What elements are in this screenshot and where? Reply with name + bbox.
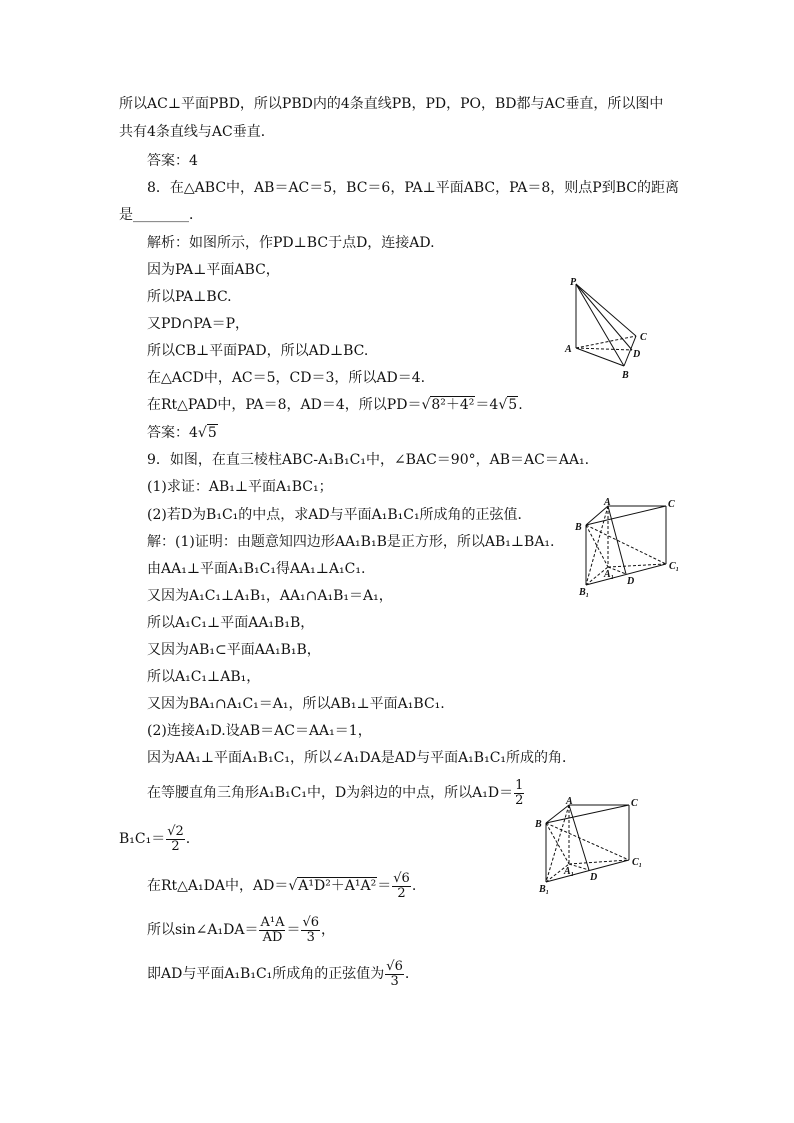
label-a: A bbox=[604, 497, 611, 508]
label-p: P bbox=[570, 277, 577, 288]
text-line: 由AA₁⊥平面A₁B₁C₁得AA₁⊥A₁C₁. bbox=[147, 561, 366, 577]
text-line: 在Rt△PAD中，PA＝8，AD＝4，所以PD＝√8²＋4²＝4√5. bbox=[147, 397, 523, 413]
fraction: $\frac{√6}{3}$ bbox=[386, 958, 403, 989]
text-line: 又因为BA₁∩A₁C₁＝A₁，所以AB₁⊥平面A₁BC₁. bbox=[147, 696, 445, 712]
text-line: 在△ACD中，AC＝5，CD＝3，所以AD＝4. bbox=[147, 370, 426, 386]
text-line: (2)若D为B₁C₁的中点，求AD与平面A₁B₁C₁所成角的正弦值． bbox=[147, 507, 532, 523]
text-line: B₁C₁＝ $\frac{√2}{2}$ . bbox=[119, 823, 191, 854]
fraction: $\frac{√6}{3}$ bbox=[302, 914, 320, 945]
label-c: C bbox=[640, 332, 647, 343]
label-c: C bbox=[668, 499, 675, 510]
label-b: B bbox=[622, 370, 629, 381]
text-line: 是________． bbox=[119, 207, 203, 223]
text-line: 所以CB⊥平面PAD，所以AD⊥BC. bbox=[147, 343, 369, 359]
label-d: D bbox=[627, 576, 635, 587]
text-line: 解析：如图所示，作PD⊥BC于点D，连接AD. bbox=[147, 235, 435, 251]
problem-9-line: 9．如图，在直三棱柱ABC-A₁B₁C₁中，∠BAC＝90°，AB＝AC＝AA₁. bbox=[147, 452, 590, 468]
problem-8-line: 8．在△ABC中，AB＝AC＝5，BC＝6，PA⊥平面ABC，PA＝8，则点P到BC的距离 bbox=[147, 180, 679, 196]
label-a1: A₁ bbox=[604, 569, 615, 580]
figure-prism-1 bbox=[572, 497, 684, 597]
text-line: (1)求证：AB₁⊥平面A₁BC₁； bbox=[147, 479, 333, 495]
figure-tetrahedron bbox=[560, 272, 660, 382]
text-line: 共有4条直线与AC垂直． bbox=[119, 124, 275, 140]
fraction: $\frac{√2}{2}$ bbox=[167, 823, 184, 854]
text-line: 所以A₁C₁⊥AB₁， bbox=[147, 669, 261, 685]
answer-line: 答案：4√5 bbox=[147, 425, 217, 441]
fraction: $\frac{\text{A¹A}}{AD}$ bbox=[260, 914, 285, 945]
label-b1: B₁ bbox=[539, 884, 550, 895]
label-a1: A₁ bbox=[564, 866, 575, 877]
label-b1: B₁ bbox=[579, 587, 590, 597]
label-c: C bbox=[631, 798, 638, 809]
text-line: 所以A₁C₁⊥平面AA₁B₁B， bbox=[147, 615, 315, 631]
label-c1: C₁ bbox=[669, 561, 680, 572]
label-b: B bbox=[535, 819, 542, 830]
label-a: A bbox=[566, 796, 573, 807]
fraction: $\frac{√6}{2}$ bbox=[393, 870, 410, 901]
text-line: 在等腰直角三角形A₁B₁C₁中，D为斜边的中点，所以A₁D＝ $\frac{1}{2}$ bbox=[147, 777, 524, 808]
text-line: 又因为AB₁⊂平面AA₁B₁B， bbox=[147, 642, 321, 658]
text-line: 在Rt△A₁DA中，AD＝√A¹D²＋A¹A²＝ $\frac{√6}{2}$ . bbox=[147, 870, 417, 901]
text-line: 又PD∩PA＝P， bbox=[147, 316, 250, 332]
label-d: D bbox=[590, 872, 598, 883]
text-line: 所以PA⊥BC. bbox=[147, 289, 232, 305]
figure-prism-2 bbox=[533, 794, 651, 896]
text-line: 又因为A₁C₁⊥A₁B₁，AA₁∩A₁B₁＝A₁， bbox=[147, 588, 393, 604]
fraction: $\frac{1}{2}$ bbox=[515, 777, 524, 808]
label-b: B bbox=[575, 522, 582, 533]
label-a: A bbox=[565, 344, 572, 355]
text-line: 所以AC⊥平面PBD，所以PBD内的4条直线PB，PD，PO，BD都与AC垂直，所以图中 bbox=[119, 96, 664, 112]
label-c1: C₁ bbox=[632, 857, 643, 868]
text-line: 所以sin∠A₁DA＝ $\frac{\text{A¹A}}{AD}$ ＝ $\frac{√6}{3}$ ， bbox=[147, 914, 336, 945]
text-line: 因为PA⊥平面ABC， bbox=[147, 262, 280, 278]
answer-line: 答案：4 bbox=[147, 153, 198, 169]
text-line: 解：(1)证明：由题意知四边形AA₁B₁B是正方形，所以AB₁⊥BA₁. bbox=[147, 534, 555, 550]
text-line: 因为AA₁⊥平面A₁B₁C₁，所以∠A₁DA是AD与平面A₁B₁C₁所成的角． bbox=[147, 750, 577, 766]
text-line: 即AD与平面A₁B₁C₁所成角的正弦值为 $\frac{√6}{3}$ . bbox=[147, 958, 410, 989]
text-line: (2)连接A₁D.设AB＝AC＝AA₁＝1， bbox=[147, 723, 372, 739]
label-d: D bbox=[633, 349, 641, 360]
